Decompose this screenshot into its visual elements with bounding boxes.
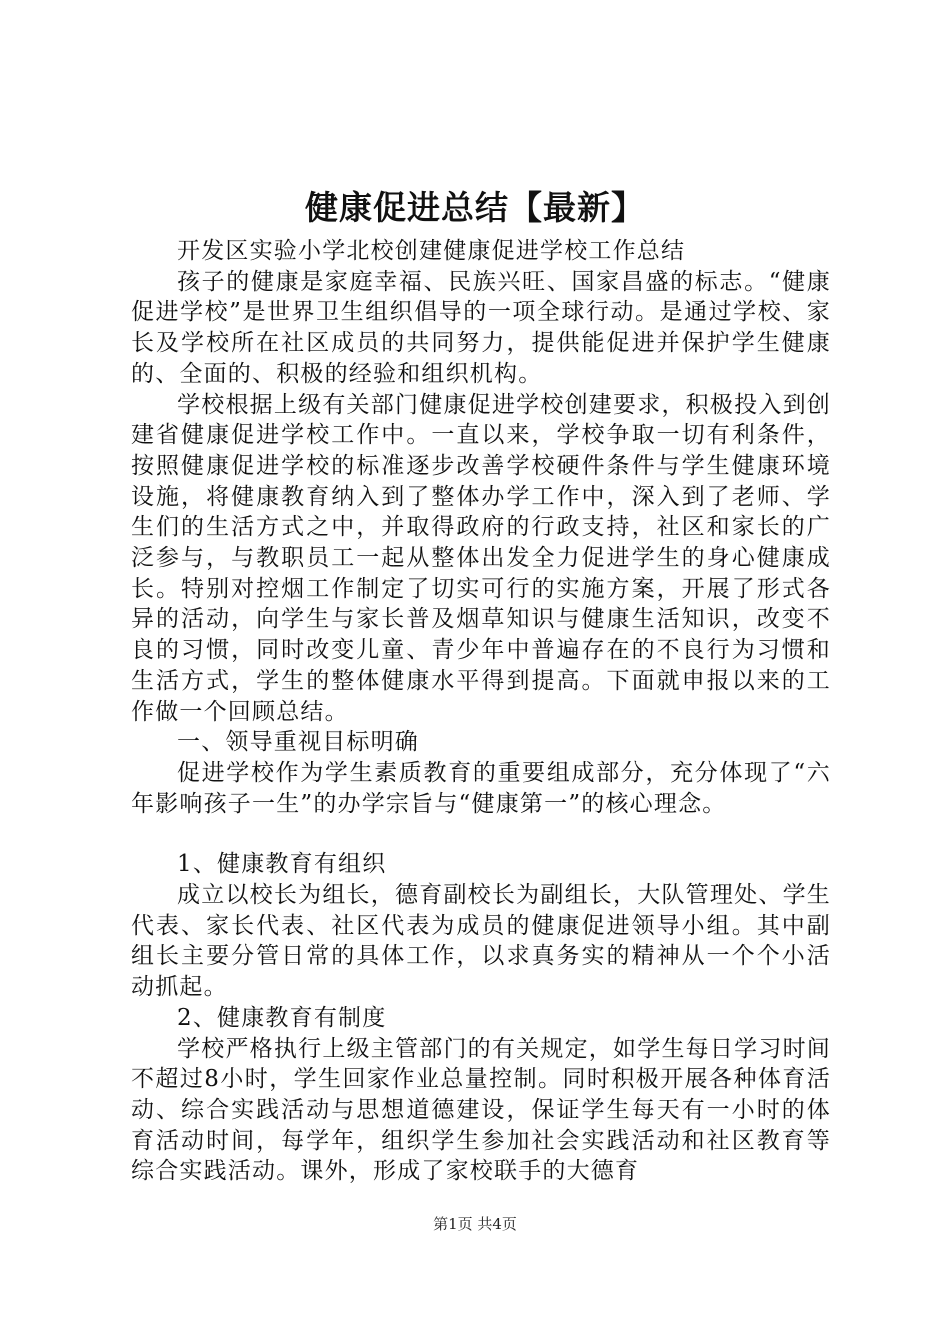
body-paragraph: 学校根据上级有关部门健康促进学校创建要求，积极投入到创建省健康促进学校工作中。一直以来，学校争取一切有利条件，按照健康促进学校的标准逐步改善学校硬件条件与学生健康环境设施，将健康教育纳入到了整体办学工作中，深入到了老师、学生们的生活方式之中，并取得政府的行政支持，社区和家长的广泛参与，与教职员工一起从整体出发全力促进学生的身心健康成长。特别对控烟工作制定了切实可行的实施方案，开展了形式各异的活动，向学生与家长普及烟草知识与健康生活知识，改变不良的习惯，同时改变儿童、青少年中普遍存在的不良行为习惯和生活方式，学生的整体健康水平得到提高。下面就申报以来的工作做一个回顾总结。 [131,391,831,725]
page-number: 第1页 共4页 [433,1215,517,1233]
document-body [131,236,831,1187]
body-paragraph: 学校严格执行上级主管部门的有关规定，如学生每日学习时间不超过8小时，学生回家作业总量控制。同时积极开展各种体育活动、综合实践活动与思想道德建设，保证学生每天有一小时的体育活动时间，每学年，组织学生参加社会实践活动和社区教育等综合实践活动。课外，形成了家校联手的大德育 [131,1035,831,1185]
body-paragraph: 促进学校作为学生素质教育的重要组成部分，充分体现了“六年影响孩子一生”的办学宗旨与“健康第一”的核心理念。 [131,759,831,817]
body-paragraph: 成立以校长为组长，德育副校长为副组长，大队管理处、学生代表、家长代表、社区代表为成员的健康促进领导小组。其中副组长主要分管日常的具体工作，以求真务实的精神从一个个小活动抓起。 [131,882,831,1001]
body-paragraph: 孩子的健康是家庭幸福、民族兴旺、国家昌盛的标志。“健康促进学校”是世界卫生组织倡导的一项全球行动。是通过学校、家长及学校所在社区成员的共同努力，提供能促进并保护学生健康的、全面的、积极的经验和组织机构。 [131,268,831,387]
section-heading: 一、领导重视目标明确 [177,729,419,756]
document-title: 健康促进总结【最新】 [305,188,645,227]
subsection-heading: 2、健康教育有制度 [177,1004,387,1031]
subtitle-paragraph: 开发区实验小学北校创建健康促进学校工作总结 [177,238,686,264]
subsection-heading: 1、健康教育有组织 [177,851,387,878]
